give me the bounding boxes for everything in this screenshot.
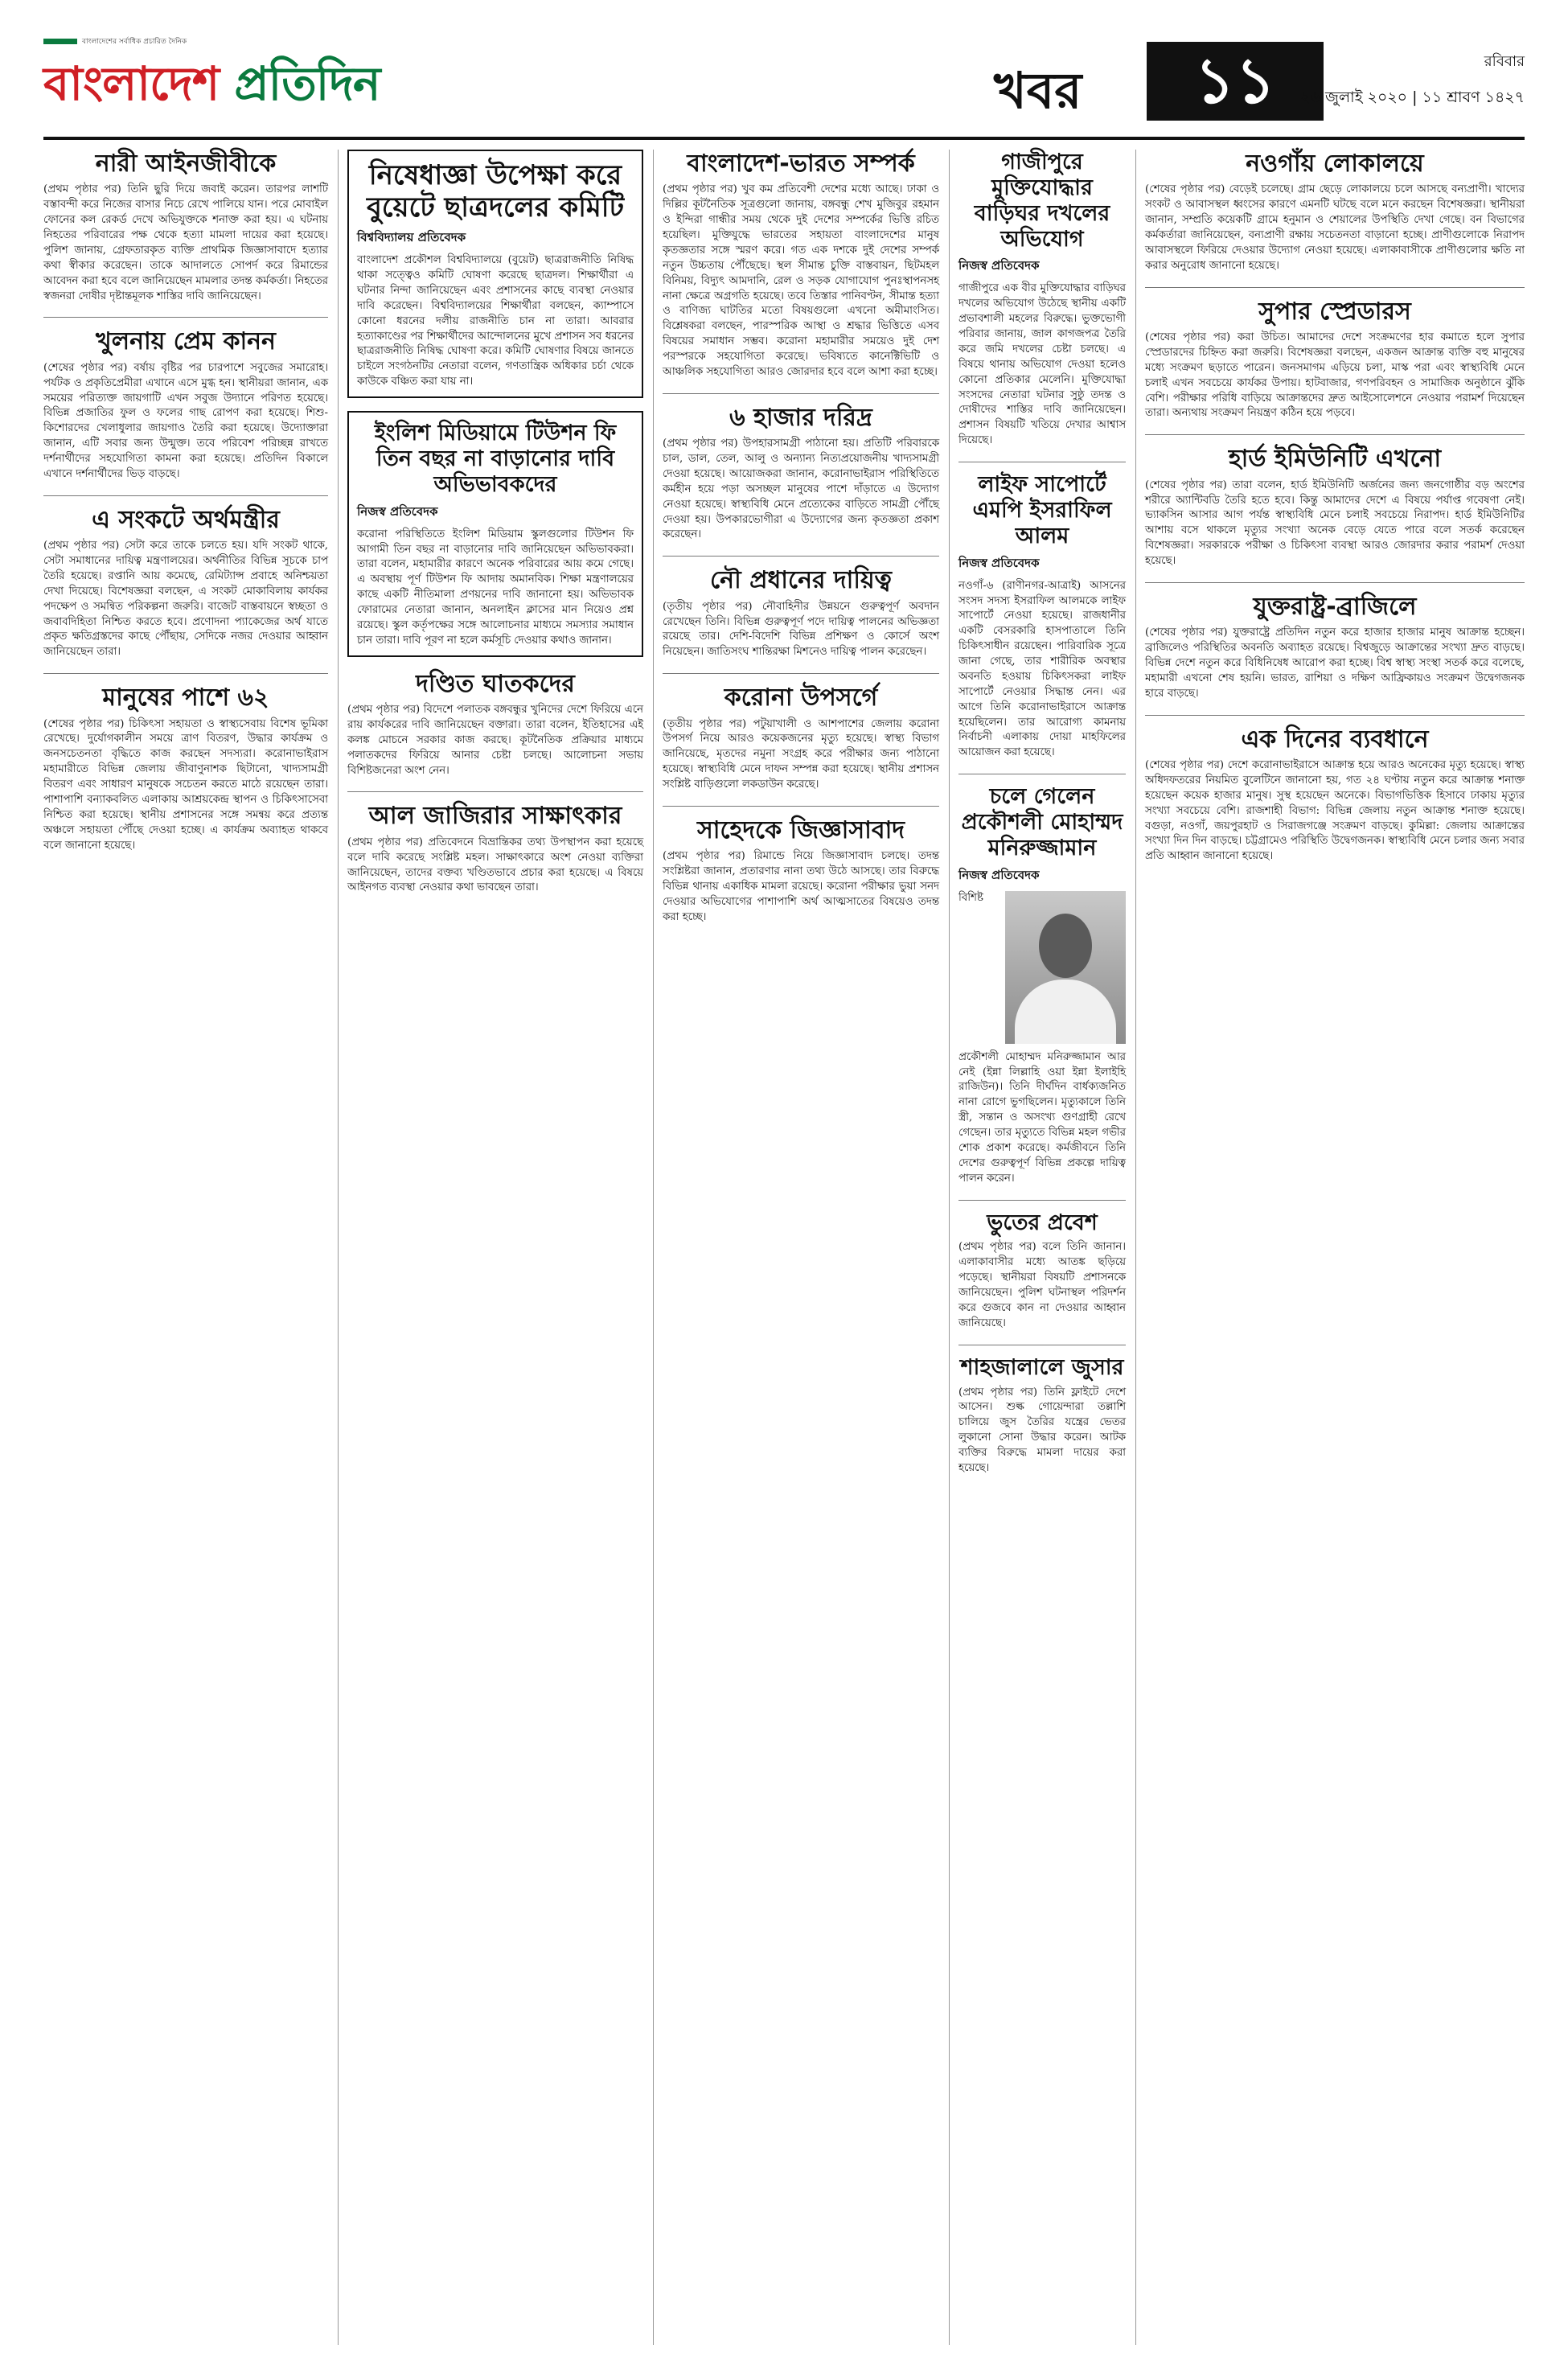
issue-date (1300, 50, 1525, 112)
story-shahed[interactable] (663, 816, 939, 926)
story-headline: আল জাজিরার সাক্ষাৎকার (368, 802, 622, 831)
story-sankat[interactable] (43, 506, 328, 660)
story-headline: করোনা উপসর্গে (724, 684, 878, 713)
story-body: (শেষের পৃষ্ঠার পর) বর্ষায় বৃষ্টির পর চারপাশে সবুজের সমারোহ। পর্যটক ও প্রকৃতিপ্রেমীরা এখানে এসে মুগ্ধ হন। স্থানীয়রা জানান, এক সময়ের পরিত্যক্ত জায়গাটি এখন সবুজ উদ্যানে পরিণত হয়েছে। বিভিন্ন প্রজাতির ফুল ও ফলের গাছ রোপণ করা হয়েছে। শিশু-কিশোরদের খেলাধুলার জায়গাও তৈরি করা হয়েছে। উদ্যোক্তারা জানান, এটি সবার জন্য উন্মুক্ত। তবে পরিবেশ পরিচ্ছন্ন রাখতে দর্শনার্থীদের সহযোগিতা কামনা করা হয়েছে। প্রতিদিন বিকালে এখানে দর্শনার্থীদের ভিড় বাড়ছে। (43, 361, 328, 480)
story-headline: এক দিনের ব্যবধানে (1241, 725, 1429, 754)
header-rule (43, 137, 1525, 140)
story-headline: হার্ড ইমিউনিটি এখনো (1228, 445, 1442, 474)
story-shahjalal[interactable] (958, 1355, 1126, 1477)
story-headline: নওগাঁয় লোকালয়ে (1246, 150, 1424, 178)
column-divider (1135, 150, 1136, 2345)
story-headline: খুলনায় প্রেম কানন (96, 327, 276, 356)
page-number: ১১ (1147, 42, 1324, 121)
logo-part2: প্রতিদিন (234, 56, 380, 111)
story-headline: যুক্তরাষ্ট্র-ব্রাজিলে (1253, 592, 1417, 621)
story-divider (1145, 715, 1525, 716)
story-body: (প্রথম পৃষ্ঠার পর) সেটা করে তাকে চলতে হয়। যদি সংকট থাকে, সেটা সমাধানের দায়িত্ব মন্ত্রণালয়ের। অর্থনীতির বিভিন্ন সূচকে চাপ তৈরি হয়েছে। রপ্তানি আয় কমেছে, রেমিট্যান্স প্রবাহে অনিশ্চয়তা দেখা দিয়েছে। বিশেষজ্ঞরা বলছেন, এ সংকট মোকাবিলায় কার্যকর পদক্ষেপ ও সমন্বিত পরিকল্পনা জরুরি। বাজেট বাস্তবায়নে স্বচ্ছতা ও জবাবদিহিতা নিশ্চিত করতে হবে। প্রণোদনা প্যাকেজের অর্থ যাতে প্রকৃত ক্ষতিগ্রস্তদের কাছে পৌঁছায়, সেদিকে নজর দেওয়ার আহ্বান জানিয়েছেন তারা। (43, 540, 328, 659)
story-body: (প্রথম পৃষ্ঠার পর) রিমান্ডে নিয়ে জিজ্ঞাসাবাদ চলছে। তদন্ত সংশ্লিষ্টরা জানান, প্রতারণার নানা তথ্য উঠে আসছে। তার বিরুদ্ধে বিভিন্ন থানায় একাধিক মামলা রয়েছে। করোনা পরীক্ষার ভুয়া সনদ দেওয়ার অভিযোগের পাশাপাশি অর্থ আত্মসাতের বিষয়েও তদন্ত করা হচ্ছে। (663, 850, 939, 923)
portrait-photo (1005, 891, 1126, 1044)
logo-part1: বাংলাদেশ (43, 56, 235, 111)
story-manusher-pashe[interactable] (43, 684, 328, 853)
header-right (994, 42, 1525, 122)
story-body: (তৃতীয় পৃষ্ঠার পর) নৌবাহিনীর উন্নয়নে গুরুত্বপূর্ণ অবদান রেখেছেন তিনি। বিভিন্ন গুরুত্বপূর্ণ পদে দায়িত্ব পালনের অভিজ্ঞতা রয়েছে তার। দেশি-বিদেশি বিভিন্ন প্রশিক্ষণ ও কোর্সে অংশ নিয়েছেন। জাতিসংঘ শান্তিরক্ষা মিশনেও দায়িত্ব পালন করেছেন। (663, 600, 939, 659)
story-headline: দণ্ডিত ঘাতকদের (416, 669, 575, 698)
story-body: (প্রথম পৃষ্ঠার পর) বলে তিনি জানান। এলাকাবাসীর মধ্যে আতঙ্ক ছড়িয়ে পড়েছে। স্থানীয়রা বিষয়টি প্রশাসনকে জানিয়েছেন। পুলিশ ঘটনাস্থল পরিদর্শন করে গুজবে কান না দেওয়ার আহ্বান জানিয়েছে। (958, 1241, 1126, 1329)
story-body: করোনা পরিস্থিতিতে ইংলিশ মিডিয়াম স্কুলগুলোর টিউশন ফি আগামী তিন বছর না বাড়ানোর দাবি জানিয়েছেন অভিভাবকরা। তারা বলেন, মহামারীর কারণে অনেক পরিবারের আয় কমে গেছে। এ অবস্থায় পূর্ণ টিউশন ফি আদায় অমানবিক। শিক্ষা মন্ত্রণালয়ের কাছে একটি নীতিমালা প্রণয়নের দাবি জানানো হয়। অভিভাবক ফোরামের নেতারা জানান, অনলাইন ক্লাসের মান নিয়েও প্রশ্ন রয়েছে। স্কুল কর্তৃপক্ষের সঙ্গে আলোচনার মাধ্যমে সমস্যার সমাধান চান তারা। দাবি পূরণ না হলে কর্মসূচি দেওয়ার কথাও জানান। (357, 528, 634, 647)
issue-full-date: ২৬ জুলাই ২০২০ | ১১ শ্রাবণ ১৪২৭ (1300, 88, 1525, 106)
story-headline: এ সংকটে অর্থমন্ত্রীর (92, 505, 280, 534)
story-naogaon[interactable] (1145, 150, 1525, 274)
column-3 (663, 150, 939, 939)
story-buet[interactable] (347, 150, 643, 398)
column-5 (1145, 150, 1525, 877)
story-super-spreaders[interactable] (1145, 298, 1525, 422)
story-divider (663, 673, 939, 674)
story-byline: নিজস্ব প্রতিবেদক (357, 503, 438, 519)
story-khulna[interactable] (43, 327, 328, 482)
story-body: বিশিষ্ট প্রকৌশলী মোহাম্মদ মনিরুজ্জামান আর নেই (ইন্না লিল্লাহি ওয়া ইন্না ইলাইহি রাজিউন)। তিনি দীর্ঘদিন বার্ধক্যজনিত নানা রোগে ভুগছিলেন। মৃত্যুকালে তিনি স্ত্রী, সন্তান ও অসংখ্য গুণগ্রাহী রেখে গেছেন। তার মৃত্যুতে বিভিন্ন মহল গভীর শোক প্রকাশ করেছে। কর্মজীবনে তিনি দেশের গুরুত্বপূর্ণ বিভিন্ন প্রকল্পে দায়িত্ব পালন করেন। (958, 891, 1126, 1185)
column-divider (338, 150, 339, 2345)
story-ek-diner[interactable] (1145, 725, 1525, 865)
tagline-text: বাংলাদেশের সর্বাধিক প্রচারিত দৈনিক (82, 38, 187, 46)
story-body: (শেষের পৃষ্ঠার পর) তারা বলেন, হার্ড ইমিউনিটি অর্জনের জন্য জনগোষ্ঠীর বড় অংশের শরীরে অ্যান্টিবডি তৈরি হতে হবে। কিন্তু আমাদের দেশে এ বিষয়ে পর্যাপ্ত গবেষণা নেই। ভ্যাকসিন আসার আগ পর্যন্ত স্বাস্থ্যবিধি মেনে চলাই সবচেয়ে নিরাপদ। হার্ড ইমিউনিটির আশায় বসে থাকলে মৃত্যুর সংখ্যা অনেক বেড়ে যেতে পারে বলে সতর্ক করেছেন বিশেষজ্ঞরা। সরকারকে পরীক্ষা ও চিকিৎসা ব্যবস্থা আরও জোরদার করার পরামর্শ দেওয়া হয়েছে। (1145, 478, 1525, 568)
story-body: গাজীপুরে এক বীর মুক্তিযোদ্ধার বাড়িঘর দখলের অভিযোগ উঠেছে স্থানীয় একটি প্রভাবশালী মহলের বিরুদ্ধে। ভুক্তভোগী পরিবার জানায়, জাল কাগজপত্র তৈরি করে জমি দখলের চেষ্টা চলছে। এ বিষয়ে থানায় অভিযোগ দেওয়া হলেও কোনো প্রতিকার মেলেনি। মুক্তিযোদ্ধা সংসদের নেতারা ঘটনার সুষ্ঠু তদন্ত ও দোষীদের শাস্তির দাবি জানিয়েছেন। প্রশাসন বিষয়টি খতিয়ে দেখার আশ্বাস দিয়েছে। (958, 282, 1126, 447)
story-dandito[interactable] (347, 670, 643, 779)
story-headline: সাহেদকে জিজ্ঞাসাবাদ (696, 815, 905, 844)
column-2 (347, 150, 643, 909)
issue-day: রবিবার (1484, 53, 1525, 70)
story-6-hajar[interactable] (663, 404, 939, 544)
story-headline: লাইফ সাপোর্টে এমপি ইসরাফিল আলম (972, 472, 1112, 548)
story-divider (663, 806, 939, 807)
story-corona-uposorgo[interactable] (663, 684, 939, 793)
story-body: (তৃতীয় পৃষ্ঠার পর) পটুয়াখালী ও আশপাশের জেলায় করোনা উপসর্গ নিয়ে আরও কয়েকজনের মৃত্যু হয়েছে। স্বাস্থ্য বিভাগ জানিয়েছে, মৃতদের নমুনা সংগ্রহ করে পরীক্ষার জন্য পাঠানো হয়েছে। স্বাস্থ্যবিধি মেনে দাফন সম্পন্ন করা হয়েছে। স্থানীয় প্রশাসন সংশ্লিষ্ট বাড়িগুলো লকডাউন করেছে। (663, 717, 939, 791)
story-headline: মানুষের পাশে ৬২ (102, 684, 269, 713)
story-byline: নিজস্ব প্রতিবেদক (958, 555, 1040, 570)
story-al-jazeera[interactable] (347, 802, 643, 896)
story-body: নওগাঁ-৬ (রাণীনগর-আত্রাই) আসনের সংসদ সদস্য ইসরাফিল আলমকে লাইফ সাপোর্টে নেওয়া হয়েছে। রাজধানীর একটি বেসরকারি হাসপাতালে তিনি চিকিৎসাধীন রয়েছেন। পারিবারিক সূত্রে জানা গেছে, তার শারীরিক অবস্থার অবনতি হওয়ায় চিকিৎসকরা লাইফ সাপোর্টে নেওয়ার সিদ্ধান্ত নেন। এর আগে তিনি করোনাভাইরাসে আক্রান্ত হয়েছিলেন। তার আরোগ্য কামনায় নির্বাচনী এলাকায় দোয়া মাহফিলের আয়োজন করা হয়েছে। (958, 579, 1126, 759)
story-divider (347, 791, 643, 792)
portrait-shoulders (1015, 980, 1116, 1044)
story-vuter[interactable] (958, 1210, 1126, 1332)
story-body: (প্রথম পৃষ্ঠার পর) বিদেশে পলাতক বঙ্গবন্ধুর খুনিদের দেশে ফিরিয়ে এনে রায় কার্যকরের দাবি জানিয়েছেন বক্তারা। তারা বলেন, ইতিহাসের এই কলঙ্ক মোচনে সরকার কাজ করছে। কূটনৈতিক প্রক্রিয়ার মাধ্যমে পলাতকদের ফিরিয়ে আনার চেষ্টা চলছে। আলোচনা সভায় বিশিষ্টজনেরা অংশ নেন। (347, 704, 643, 777)
story-divider (663, 393, 939, 394)
story-body: (শেষের পৃষ্ঠার পর) যুক্তরাষ্ট্রে প্রতিদিন নতুন করে হাজার হাজার মানুষ আক্রান্ত হচ্ছেন। ব্রাজিলেও পরিস্থিতির অবনতি অব্যাহত রয়েছে। বিশ্বজুড়ে আক্রান্তের সংখ্যা দ্রুত বাড়ছে। বিভিন্ন দেশে নতুন করে বিধিনিষেধ আরোপ করা হচ্ছে। বিশ্ব স্বাস্থ্য সংস্থা সতর্ক করে বলেছে, মহামারী এখনো শেষ হয়নি। ভারত, রাশিয়া ও দক্ষিণ আফ্রিকায়ও সংক্রমণ উদ্বেগজনক হারে বাড়ছে। (1145, 626, 1525, 700)
story-divider (958, 1200, 1126, 1201)
story-divider (1145, 287, 1525, 288)
story-byline: নিজস্ব প্রতিবেদক (958, 867, 1040, 882)
story-divider (663, 556, 939, 557)
story-divider (43, 495, 328, 496)
story-headline: নারী আইনজীবীকে (95, 150, 277, 178)
story-headline: গাজীপুরে মুক্তিযোদ্ধার বাড়িঘর দখলের অভিযোগ (974, 150, 1110, 252)
column-4 (958, 150, 1126, 1489)
story-headline: চলে গেলেন প্রকৌশলী মোহাম্মদ মনিরুজ্জামান (961, 784, 1123, 860)
column-1 (43, 150, 328, 866)
story-divider (43, 317, 328, 318)
story-byline: বিশ্ববিদ্যালয় প্রতিবেদক (357, 230, 466, 245)
story-english-medium[interactable] (347, 411, 643, 657)
story-body: (প্রথম পৃষ্ঠার পর) প্রতিবেদনে বিভ্রান্তিকর তথ্য উপস্থাপন করা হয়েছে বলে দাবি করেছে সংশ্লিষ্ট মহল। সাক্ষাৎকারে অংশ নেওয়া ব্যক্তিরা জানিয়েছেন, তাদের বক্তব্য খণ্ডিতভাবে প্রচার করা হয়েছে। এ বিষয়ে আইনগত ব্যবস্থা নেওয়ার কথা ভাবছেন তারা। (347, 836, 643, 894)
story-israfil[interactable] (958, 472, 1126, 761)
story-body: (প্রথম পৃষ্ঠার পর) তিনি ছুরি দিয়ে জবাই করেন। তারপর লাশটি বস্তাবন্দী করে নিজের বাসার নিচে রেখে পালিয়ে যান। পরে মোবাইল ফোনের কল রেকর্ড দেখে অভিযুক্তকে শনাক্ত করা হয়। এ ঘটনায় নিহতের পরিবারের পক্ষ থেকে হত্যা মামলা দায়ের করা হয়েছে। পুলিশ জানায়, গ্রেফতারকৃত ব্যক্তি প্রাথমিক জিজ্ঞাসাবাদে হত্যার কথা স্বীকার করেছেন। তাকে আদালতে সোপর্দ করে রিমান্ডের আবেদন করা হবে বলে জানিয়েছেন মামলার তদন্ত কর্মকর্তা। নিহতের স্বজনরা দোষীর দৃষ্টান্তমূলক শাস্তির দাবি জানিয়েছেন। (43, 183, 328, 302)
story-byline: নিজস্ব প্রতিবেদক (958, 258, 1040, 273)
story-body: (শেষের পৃষ্ঠার পর) করা উচিত। আমাদের দেশে সংক্রমণের হার কমাতে হলে সুপার স্প্রেডারদের চিহ্নিত করা জরুরি। বিশেষজ্ঞরা বলছেন, একজন আক্রান্ত ব্যক্তি বহু মানুষের মধ্যে সংক্রমণ ছড়াতে পারেন। জনসমাগম এড়িয়ে চলা, মাস্ক পরা এবং স্বাস্থ্যবিধি মেনে চলাই এখন সবচেয়ে কার্যকর উপায়। হাটবাজার, গণপরিবহন ও সামাজিক অনুষ্ঠানে ঝুঁকি বেশি। পরীক্ষার পরিধি বাড়িয়ে আক্রান্তদের দ্রুত আইসোলেশনে নেওয়ার পরামর্শ দিয়েছেন তারা। অন্যথায় সংক্রমণ নিয়ন্ত্রণ কঠিন হয়ে পড়বে। (1145, 331, 1525, 420)
newspaper-logo (43, 48, 380, 126)
story-body: (প্রথম পৃষ্ঠার পর) উপহারসামগ্রী পাঠানো হয়। প্রতিটি পরিবারকে চাল, ডাল, তেল, আলু ও অন্যান্য নিত্যপ্রয়োজনীয় খাদ্যসামগ্রী দেওয়া হয়েছে। আয়োজকরা জানান, করোনাভাইরাস পরিস্থিতিতে কর্মহীন হয়ে পড়া অসচ্ছল মানুষের পাশে দাঁড়াতে এ উদ্যোগ নেওয়া হয়েছে। স্বাস্থ্যবিধি মেনে প্রত্যেকের বাড়িতে সামগ্রী পৌঁছে দেওয়া হয়। উপকারভোগীরা এ উদ্যোগের জন্য কৃতজ্ঞতা প্রকাশ করেছেন। (663, 437, 939, 541)
story-body: (শেষের পৃষ্ঠার পর) বেড়েই চলেছে। গ্রাম ছেড়ে লোকালয়ে চলে আসছে বন্যপ্রাণী। খাদ্যের সংকট ও আবাসস্থল ধ্বংসের কারণে এমনটি ঘটছে বলে মনে করছেন বিশেষজ্ঞরা। স্থানীয়রা জানান, সম্প্রতি কয়েকটি গ্রামে হনুমান ও শেয়ালের উপস্থিতি দেখা গেছে। বন বিভাগের কর্মকর্তারা জানিয়েছেন, বন্যপ্রাণী রক্ষায় সচেতনতা বাড়ানো হচ্ছে। প্রাণীগুলোকে নিরাপদ আবাসস্থলে ফিরিয়ে দেওয়ার উদ্যোগ নেওয়া হয়েছে। এলাকাবাসীকে প্রাণীগুলোর ক্ষতি না করার অনুরোধ জানানো হয়েছে। (1145, 183, 1525, 272)
tagline-bar (43, 39, 77, 44)
story-body: বাংলাদেশ প্রকৌশল বিশ্ববিদ্যালয়ে (বুয়েট) ছাত্ররাজনীতি নিষিদ্ধ থাকা সত্ত্বেও কমিটি ঘোষণা করেছে ছাত্রদল। শিক্ষার্থীরা এ ঘটনার নিন্দা জানিয়েছেন এবং প্রশাসনের কাছে ব্যবস্থা নেওয়ার দাবি করেছেন। বিশ্ববিদ্যালয়ের শিক্ষার্থীরা বলছেন, ক্যাম্পাসে কোনো ধরনের দলীয় রাজনীতি চান না তারা। আবরার হত্যাকাণ্ডের পর শিক্ষার্থীদের আন্দোলনের মুখে প্রশাসন সব ধরনের ছাত্ররাজনীতি নিষিদ্ধ ঘোষণা করে। কমিটি ঘোষণার বিষয়ে জানতে চাইলে সংগঠনটির নেতারা বলেন, গণতান্ত্রিক অধিকার চর্চা থেকে কাউকে বঞ্চিত করা যায় না। (357, 254, 634, 388)
section-title: খবর (994, 61, 1082, 120)
story-headline: নৌ প্রধানের দায়িত্ব (710, 566, 892, 595)
story-body: (প্রথম পৃষ্ঠার পর) খুব কম প্রতিবেশী দেশের মধ্যে আছে। ঢাকা ও দিল্লির কূটনৈতিক সূত্রগুলো জানায়, বঙ্গবন্ধু শেখ মুজিবুর রহমান ও ইন্দিরা গান্ধীর সময় থেকে দুই দেশের সম্পর্কের ভিত্তি রচিত হয়েছিল। মুক্তিযুদ্ধে ভারতের সহায়তা বাংলাদেশের মানুষ কৃতজ্ঞতার সঙ্গে স্মরণ করে। গত এক দশকে দুই দেশের সম্পর্ক নতুন উচ্চতায় পৌঁছেছে। স্থল সীমান্ত চুক্তি বাস্তবায়ন, ছিটমহল বিনিময়, বিদ্যুৎ আমদানি, রেল ও সড়ক যোগাযোগ পুনঃস্থাপনসহ নানা ক্ষেত্রে অগ্রগতি হয়েছে। তবে তিস্তার পানিবণ্টন, সীমান্ত হত্যা ও বাণিজ্য ঘাটতির মতো বিষয়গুলো এখনো অমীমাংসিত। বিশ্লেষকরা বলছেন, পারস্পরিক আস্থা ও শ্রদ্ধার ভিত্তিতে এসব বিষয়ের সমাধান সম্ভব। করোনা মহামারীর সময়েও দুই দেশ পরস্পরকে সহযোগিতা করেছে। ভবিষ্যতে কানেক্টিভিটি ও আঞ্চলিক সহযোগিতা আরও জোরদার হবে বলে আশা করা হচ্ছে। (663, 183, 939, 378)
story-headline: ভুতের প্রবেশ (987, 1210, 1098, 1235)
story-headline: ৬ হাজার দরিদ্র (729, 403, 872, 432)
story-body: (শেষের পৃষ্ঠার পর) চিকিৎসা সহায়তা ও স্বাস্থ্যসেবায় বিশেষ ভূমিকা রেখেছে। দুর্যোগকালীন সময়ে ত্রাণ বিতরণ, উদ্ধার কার্যক্রম ও জনসচেতনতা বৃদ্ধিতে কাজ করছেন সদস্যরা। করোনাভাইরাস মহামারীতে বিভিন্ন জেলায় জীবাণুনাশক ছিটানো, খাদ্যসামগ্রী বিতরণ এবং সাধারণ মানুষকে সচেতন করতে মাঠে রয়েছেন তারা। পাশাপাশি বন্যাকবলিত এলাকায় আশ্রয়কেন্দ্র স্থাপন ও চিকিৎসাসেবা নিশ্চিত করা হয়েছে। স্থানীয় প্রশাসনের সঙ্গে সমন্বয় করে প্রত্যন্ত অঞ্চলে সহায়তা পৌঁছে দেওয়া হচ্ছে। এ কার্যক্রম অব্যাহত থাকবে বলে জানানো হয়েছে। (43, 717, 328, 852)
story-body: (শেষের পৃষ্ঠার পর) দেশে করোনাভাইরাসে আক্রান্ত হয়ে আরও অনেকের মৃত্যু হয়েছে। স্বাস্থ্য অধিদফতরের নিয়মিত বুলেটিনে জানানো হয়, গত ২৪ ঘণ্টায় নতুন করে আক্রান্ত শনাক্ত হয়েছেন কয়েক হাজার মানুষ। সুস্থ হয়েছেন অনেকে। বিভাগভিত্তিক হিসাবে ঢাকায় মৃত্যুর সংখ্যা সবচেয়ে বেশি। রাজশাহী বিভাগ: বিভিন্ন জেলায় নতুন আক্রান্ত শনাক্ত হয়েছে। বগুড়া, নওগাঁ, জয়পুরহাট ও সিরাজগঞ্জে সংক্রমণ বাড়ছে। কুমিল্লা: জেলায় আক্রান্তের সংখ্যা দিন দিন বাড়ছে। চট্টগ্রামেও পরিস্থিতি উদ্বেগজনক। স্বাস্থ্যবিধি মেনে চলার জন্য সবার প্রতি আহ্বান জানানো হয়েছে। (1145, 759, 1525, 863)
logo-tagline (43, 35, 187, 47)
story-divider (1145, 434, 1525, 435)
story-headline: শাহজালালে জুসার (960, 1354, 1124, 1380)
portrait-face (1039, 914, 1092, 978)
story-divider (43, 673, 328, 674)
story-nari[interactable] (43, 150, 328, 304)
story-headline: বাংলাদেশ-ভারত সম্পর্ক (687, 150, 915, 178)
story-body: (প্রথম পৃষ্ঠার পর) তিনি ফ্লাইটে দেশে আসেন। শুল্ক গোয়েন্দারা তল্লাশি চালিয়ে জুস তৈরির যন্ত্রের ভেতর লুকানো সোনা উদ্ধার করেন। আটক ব্যক্তির বিরুদ্ধে মামলা দায়ের করা হয়েছে। (958, 1386, 1126, 1474)
story-monir[interactable] (958, 784, 1126, 1186)
story-bd-india[interactable] (663, 150, 939, 380)
story-headline: সুপার স্প্রেডারস (1258, 297, 1411, 326)
column-divider (653, 150, 654, 2345)
column-divider (949, 150, 950, 2345)
story-nou-prodhan[interactable] (663, 566, 939, 660)
story-divider (1145, 582, 1525, 583)
story-us-brazil[interactable] (1145, 593, 1525, 702)
story-headline: ইংলিশ মিডিয়ামে টিউশন ফি তিন বছর না বাড়ানোর দাবি অভিভাবকদের (374, 421, 617, 497)
story-herd-immunity[interactable] (1145, 445, 1525, 569)
story-headline: নিষেধাজ্ঞা উপেক্ষা করে বুয়েটে ছাত্রদলের কমিটি (366, 159, 625, 224)
story-gazipur[interactable] (958, 150, 1126, 449)
